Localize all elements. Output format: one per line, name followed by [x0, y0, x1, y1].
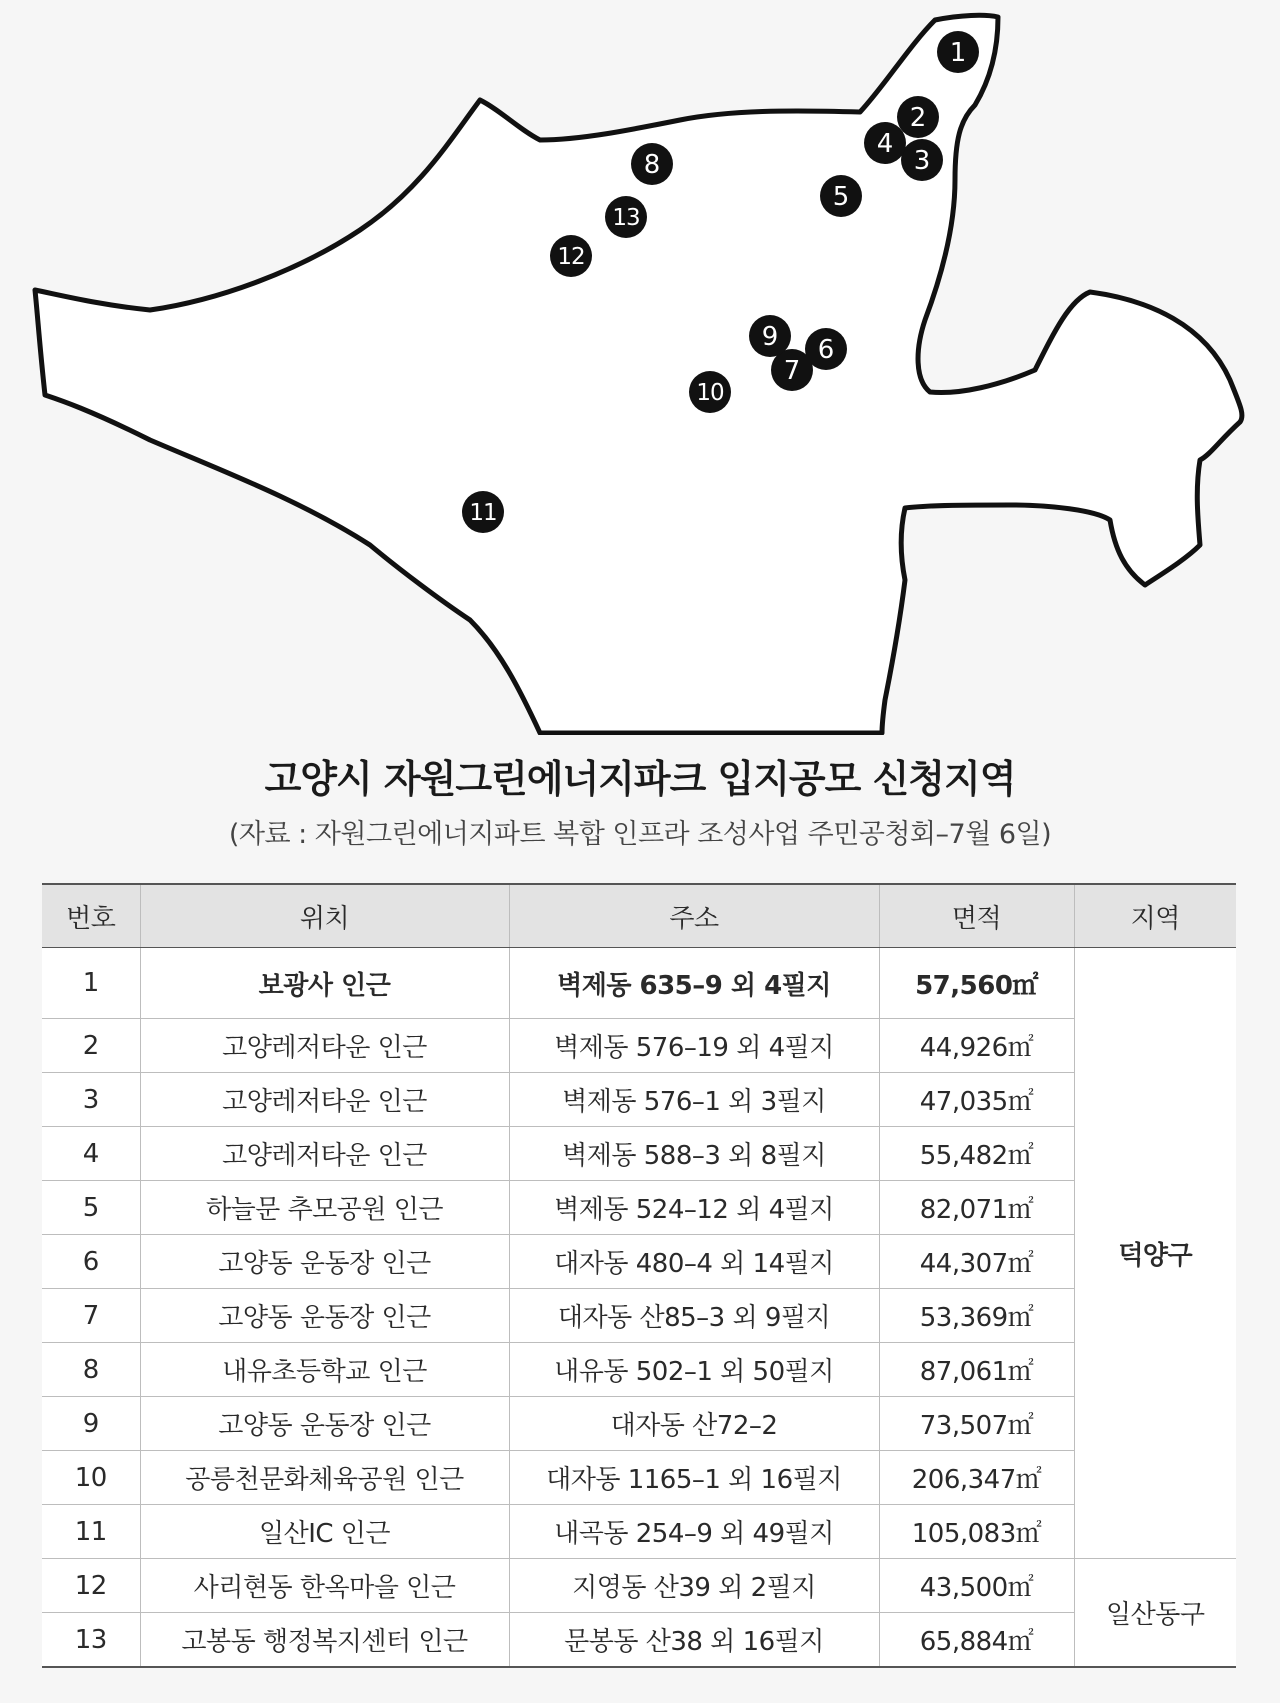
- cell-area: 65,884㎡: [879, 1613, 1074, 1668]
- goyang-outline: [35, 15, 1242, 733]
- source-note: (자료 : 자원그린에너지파트 복합 인프라 조성사업 주민공청회–7월 6일): [228, 819, 1052, 850]
- marker-label: 10: [696, 380, 724, 406]
- cell-no: 5: [42, 1181, 140, 1235]
- cell-location: 고봉동 행정복지센터 인근: [140, 1613, 509, 1668]
- cell-address: 벽제동 576–19 외 4필지: [509, 1019, 879, 1073]
- cell-area: 44,307㎡: [879, 1235, 1074, 1289]
- cell-address: 대자동 산85–3 외 9필지: [509, 1289, 879, 1343]
- table-row: [42, 948, 1236, 1019]
- cell-area: 57,560㎡: [879, 948, 1074, 1019]
- cell-address: 지영동 산39 외 2필지: [509, 1559, 879, 1613]
- marker-label: 8: [643, 150, 661, 180]
- cell-location: 내유초등학교 인근: [140, 1343, 509, 1397]
- marker-label: 13: [612, 205, 640, 231]
- cell-location: 고양레저타운 인근: [140, 1073, 509, 1127]
- marker-10: [689, 371, 731, 413]
- marker-label: 4: [876, 129, 894, 159]
- marker-8: [631, 143, 673, 185]
- cell-area: 105,083㎡: [879, 1505, 1074, 1559]
- cell-no: 12: [42, 1559, 140, 1613]
- cell-area: 82,071㎡: [879, 1181, 1074, 1235]
- marker-12: [550, 235, 592, 277]
- table-row: [42, 1019, 1236, 1073]
- table-row: [42, 1289, 1236, 1343]
- table-row: [42, 1613, 1236, 1668]
- cell-no: 11: [42, 1505, 140, 1559]
- cell-area: 43,500㎡: [879, 1559, 1074, 1613]
- cell-address: 대자동 480–4 외 14필지: [509, 1235, 879, 1289]
- marker-label: 11: [469, 500, 497, 526]
- header-location: 위치: [140, 884, 509, 948]
- marker-3: [901, 139, 943, 181]
- page-title: 고양시 자원그린에너지파크 입지공모 신청지역: [264, 757, 1016, 801]
- cell-address: 벽제동 588–3 외 8필지: [509, 1127, 879, 1181]
- cell-location: 고양레저타운 인근: [140, 1127, 509, 1181]
- marker-label: 5: [832, 182, 850, 212]
- header-region: 지역: [1074, 884, 1236, 948]
- marker-1: [937, 31, 979, 73]
- cell-no: 9: [42, 1397, 140, 1451]
- marker-label: 3: [913, 146, 931, 176]
- cell-location: 고양레저타운 인근: [140, 1019, 509, 1073]
- cell-area: 53,369㎡: [879, 1289, 1074, 1343]
- cell-location: 고양동 운동장 인근: [140, 1289, 509, 1343]
- marker-11: [462, 491, 504, 533]
- cell-address: 벽제동 576–1 외 3필지: [509, 1073, 879, 1127]
- cell-no: 3: [42, 1073, 140, 1127]
- cell-address: 내유동 502–1 외 50필지: [509, 1343, 879, 1397]
- cell-region: 덕양구: [1074, 948, 1236, 1559]
- cell-location: 공릉천문화체육공원 인근: [140, 1451, 509, 1505]
- cell-location: 고양동 운동장 인근: [140, 1235, 509, 1289]
- table-row: [42, 1397, 1236, 1451]
- sites-table: [42, 883, 1236, 1668]
- cell-area: 87,061㎡: [879, 1343, 1074, 1397]
- marker-label: 2: [909, 103, 927, 133]
- marker-5: [820, 175, 862, 217]
- table-row: [42, 1235, 1236, 1289]
- cell-no: 7: [42, 1289, 140, 1343]
- cell-no: 1: [42, 948, 140, 1019]
- marker-label: 1: [949, 38, 967, 68]
- marker-label: 6: [817, 335, 835, 365]
- marker-2: [897, 96, 939, 138]
- cell-address: 벽제동 635–9 외 4필지: [509, 948, 879, 1019]
- cell-address: 벽제동 524–12 외 4필지: [509, 1181, 879, 1235]
- table-row: [42, 1451, 1236, 1505]
- header-area: 면적: [879, 884, 1074, 948]
- cell-area: 206,347㎡: [879, 1451, 1074, 1505]
- marker-label: 7: [783, 356, 801, 386]
- marker-label: 9: [761, 322, 779, 352]
- cell-no: 2: [42, 1019, 140, 1073]
- cell-location: 고양동 운동장 인근: [140, 1397, 509, 1451]
- cell-no: 4: [42, 1127, 140, 1181]
- cell-location: 하늘문 추모공원 인근: [140, 1181, 509, 1235]
- cell-region: 일산동구: [1074, 1559, 1236, 1668]
- cell-area: 55,482㎡: [879, 1127, 1074, 1181]
- cell-no: 6: [42, 1235, 140, 1289]
- cell-no: 8: [42, 1343, 140, 1397]
- cell-no: 10: [42, 1451, 140, 1505]
- map-canvas: [0, 0, 1280, 735]
- table-row: [42, 1073, 1236, 1127]
- cell-address: 대자동 1165–1 외 16필지: [509, 1451, 879, 1505]
- cell-location: 사리현동 한옥마을 인근: [140, 1559, 509, 1613]
- cell-no: 13: [42, 1613, 140, 1668]
- cell-address: 대자동 산72–2: [509, 1397, 879, 1451]
- cell-address: 내곡동 254–9 외 49필지: [509, 1505, 879, 1559]
- header-address: 주소: [509, 884, 879, 948]
- cell-location: 일산IC 인근: [140, 1505, 509, 1559]
- marker-9: [749, 315, 791, 357]
- table-row: [42, 1559, 1236, 1613]
- table-row: [42, 1181, 1236, 1235]
- table-row: [42, 1343, 1236, 1397]
- marker-13: [605, 196, 647, 238]
- cell-location: 보광사 인근: [140, 948, 509, 1019]
- cell-area: 73,507㎡: [879, 1397, 1074, 1451]
- cell-area: 44,926㎡: [879, 1019, 1074, 1073]
- table-header-row: [42, 884, 1236, 948]
- marker-label: 12: [557, 244, 585, 270]
- district-map: [0, 0, 1280, 735]
- table-row: [42, 1127, 1236, 1181]
- table-row: [42, 1505, 1236, 1559]
- cell-area: 47,035㎡: [879, 1073, 1074, 1127]
- cell-address: 문봉동 산38 외 16필지: [509, 1613, 879, 1668]
- marker-4: [864, 122, 906, 164]
- header-number: 번호: [42, 884, 140, 948]
